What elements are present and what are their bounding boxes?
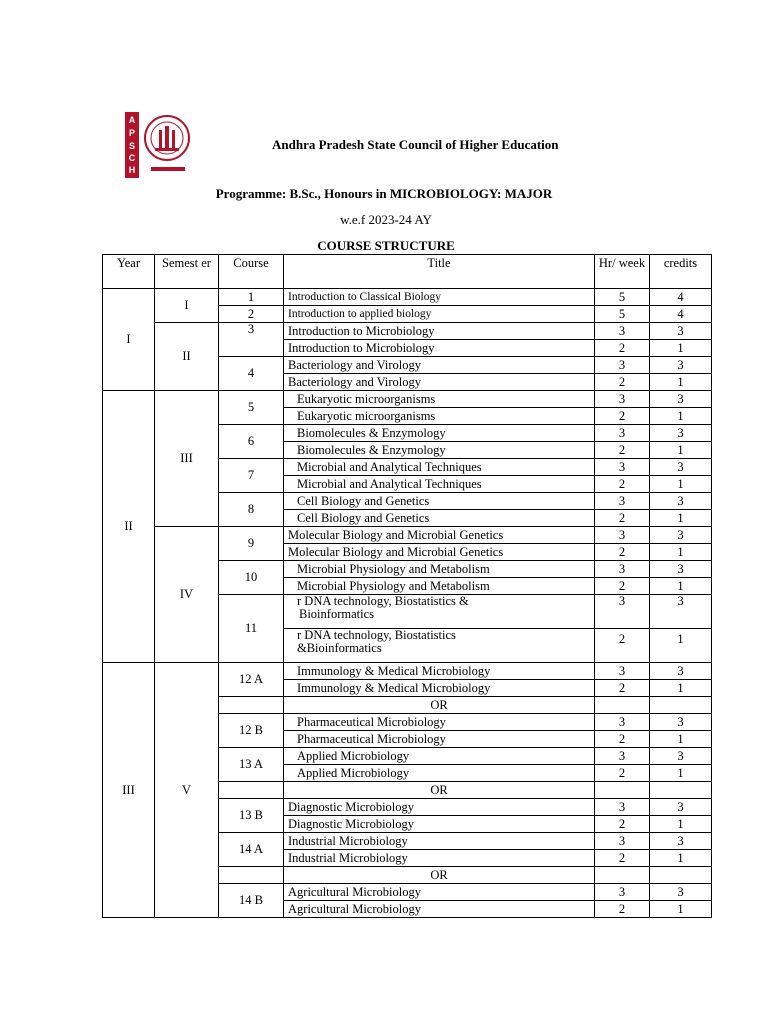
hours-cell: 2 (595, 901, 650, 918)
column-header: Course (219, 255, 284, 289)
svg-text:H: H (128, 165, 136, 175)
table-header-row (103, 255, 712, 289)
credits-cell: 3 (650, 799, 712, 816)
credits-cell: 3 (650, 595, 712, 629)
hours-cell: 2 (595, 850, 650, 867)
hours-cell: 3 (595, 357, 650, 374)
title-cell: Introduction to applied biology (284, 306, 595, 323)
credits-cell: 3 (650, 663, 712, 680)
column-header: Semest er (155, 255, 219, 289)
title-cell: Microbial Physiology and Metabolism (284, 561, 595, 578)
or-divider: OR (284, 782, 595, 799)
credits-cell: 1 (650, 476, 712, 493)
credits-cell: 1 (650, 731, 712, 748)
table-row (103, 663, 712, 680)
credits-cell: 3 (650, 357, 712, 374)
year-cell: II (103, 391, 155, 663)
course-cell: 1 (219, 289, 284, 306)
title-line: Bioinformatics (299, 607, 374, 621)
svg-text:A: A (128, 115, 136, 125)
credits-cell: 1 (650, 765, 712, 782)
table-row (103, 323, 712, 340)
credits-cell: 1 (650, 408, 712, 425)
course-cell: 12 A (219, 663, 284, 697)
title-cell: Eukaryotic microorganisms (284, 391, 595, 408)
course-structure-table (102, 254, 712, 918)
title-cell: Pharmaceutical Microbiology (284, 731, 595, 748)
title-cell: Industrial Microbiology (284, 850, 595, 867)
programme-title: Programme: B.Sc., Honours in MICROBIOLOGY: MAJOR (215, 186, 553, 201)
apsche-emblem-icon (125, 112, 195, 178)
hours-cell: 3 (595, 527, 650, 544)
hours-cell: 2 (595, 374, 650, 391)
credits-cell: 1 (650, 578, 712, 595)
table-row (103, 391, 712, 408)
credits-cell: 1 (650, 816, 712, 833)
course-cell: 2 (219, 306, 284, 323)
hours-cell: 3 (595, 595, 650, 629)
hours-cell: 5 (595, 289, 650, 306)
semester-cell: I (155, 289, 219, 323)
hours-cell: 2 (595, 578, 650, 595)
or-divider: OR (284, 697, 595, 714)
title-cell: Bacteriology and Virology (284, 374, 595, 391)
hours-cell: 2 (595, 816, 650, 833)
organization-name: Andhra Pradesh State Council of Higher Education (272, 137, 559, 152)
credits-cell: 3 (650, 561, 712, 578)
table-row (103, 527, 712, 544)
course-cell: 13 B (219, 799, 284, 833)
apsche-logo (125, 112, 195, 178)
hours-cell: 2 (595, 765, 650, 782)
title-cell (284, 629, 595, 663)
hours-cell: 3 (595, 714, 650, 731)
credits-cell: 3 (650, 391, 712, 408)
hours-cell: 2 (595, 731, 650, 748)
credits-cell: 1 (650, 442, 712, 459)
hours-cell: 2 (595, 340, 650, 357)
credits-cell: 1 (650, 850, 712, 867)
credits-cell: 1 (650, 340, 712, 357)
hours-cell: 3 (595, 459, 650, 476)
svg-text:S: S (128, 141, 136, 151)
title-line: &Bioinformatics (297, 641, 382, 655)
credits-cell: 3 (650, 493, 712, 510)
course-cell: 14 B (219, 884, 284, 918)
title-cell: Molecular Biology and Microbial Genetics (284, 527, 595, 544)
column-header: Hr/ week (595, 255, 650, 289)
hours-cell: 3 (595, 663, 650, 680)
semester-cell: II (155, 323, 219, 391)
hours-cell: 3 (595, 561, 650, 578)
hours-cell: 3 (595, 833, 650, 850)
empty-credits-cell (650, 867, 712, 884)
empty-credits-cell (650, 782, 712, 799)
hours-cell: 2 (595, 680, 650, 697)
or-divider: OR (284, 867, 595, 884)
hours-cell: 3 (595, 884, 650, 901)
credits-cell: 3 (650, 323, 712, 340)
svg-text:C: C (128, 153, 136, 163)
course-cell: 9 (219, 527, 284, 561)
empty-course-cell (219, 782, 284, 799)
title-cell: Microbial Physiology and Metabolism (284, 578, 595, 595)
semester-cell: IV (155, 527, 219, 663)
section-title: COURSE STRUCTURE (317, 238, 455, 253)
semester-cell: III (155, 391, 219, 527)
column-header: credits (650, 255, 712, 289)
credits-cell: 3 (650, 527, 712, 544)
title-cell: Agricultural Microbiology (284, 901, 595, 918)
year-cell: I (103, 289, 155, 391)
title-cell: Industrial Microbiology (284, 833, 595, 850)
title-cell: Microbial and Analytical Techniques (284, 459, 595, 476)
hours-cell: 3 (595, 391, 650, 408)
hours-cell: 2 (595, 544, 650, 561)
credits-cell: 3 (650, 833, 712, 850)
hours-cell: 3 (595, 323, 650, 340)
credits-cell: 3 (650, 459, 712, 476)
credits-cell: 1 (650, 680, 712, 697)
title-cell: Bacteriology and Virology (284, 357, 595, 374)
hours-cell: 2 (595, 442, 650, 459)
title-cell: Molecular Biology and Microbial Genetics (284, 544, 595, 561)
empty-course-cell (219, 867, 284, 884)
title-cell: Immunology & Medical Microbiology (284, 663, 595, 680)
column-header: Year (103, 255, 155, 289)
credits-cell: 3 (650, 714, 712, 731)
title-cell: Introduction to Microbiology (284, 340, 595, 357)
hours-cell: 2 (595, 476, 650, 493)
svg-text:P: P (128, 128, 136, 138)
title-cell: Cell Biology and Genetics (284, 510, 595, 527)
title-cell: Immunology & Medical Microbiology (284, 680, 595, 697)
course-cell: 10 (219, 561, 284, 595)
course-cell: 8 (219, 493, 284, 527)
hours-cell: 5 (595, 306, 650, 323)
course-cell: 5 (219, 391, 284, 425)
hours-cell: 2 (595, 629, 650, 663)
course-cell: 3 (219, 323, 284, 357)
credits-cell: 3 (650, 425, 712, 442)
empty-course-cell (219, 697, 284, 714)
credits-cell: 1 (650, 374, 712, 391)
title-cell: Pharmaceutical Microbiology (284, 714, 595, 731)
title-line: r DNA technology, Biostatistics & (297, 594, 469, 608)
title-cell: Diagnostic Microbiology (284, 816, 595, 833)
empty-credits-cell (650, 697, 712, 714)
credits-cell: 3 (650, 748, 712, 765)
title-cell: Diagnostic Microbiology (284, 799, 595, 816)
hours-cell: 2 (595, 510, 650, 527)
title-cell: Biomolecules & Enzymology (284, 425, 595, 442)
empty-hours-cell (595, 867, 650, 884)
table-row (103, 289, 712, 306)
course-cell: 7 (219, 459, 284, 493)
credits-cell: 1 (650, 544, 712, 561)
credits-cell: 3 (650, 884, 712, 901)
title-cell: Biomolecules & Enzymology (284, 442, 595, 459)
hours-cell: 3 (595, 748, 650, 765)
title-cell: Applied Microbiology (284, 765, 595, 782)
course-cell: 12 B (219, 714, 284, 748)
course-cell: 11 (219, 595, 284, 663)
course-cell: 6 (219, 425, 284, 459)
effective-year: w.e.f 2023-24 AY (340, 212, 432, 227)
hours-cell: 3 (595, 493, 650, 510)
credits-cell: 1 (650, 901, 712, 918)
semester-cell: V (155, 663, 219, 918)
course-cell: 14 A (219, 833, 284, 867)
credits-cell: 1 (650, 510, 712, 527)
hours-cell: 3 (595, 425, 650, 442)
hours-cell: 3 (595, 799, 650, 816)
empty-hours-cell (595, 782, 650, 799)
title-cell: Applied Microbiology (284, 748, 595, 765)
course-cell: 4 (219, 357, 284, 391)
title-cell (284, 595, 595, 629)
credits-cell: 4 (650, 289, 712, 306)
empty-hours-cell (595, 697, 650, 714)
title-line: r DNA technology, Biostatistics (297, 628, 456, 642)
hours-cell: 2 (595, 408, 650, 425)
year-cell: III (103, 663, 155, 918)
title-cell: Introduction to Classical Biology (284, 289, 595, 306)
credits-cell: 1 (650, 629, 712, 663)
title-cell: Cell Biology and Genetics (284, 493, 595, 510)
credits-cell: 4 (650, 306, 712, 323)
course-cell: 13 A (219, 748, 284, 782)
title-cell: Microbial and Analytical Techniques (284, 476, 595, 493)
column-header: Title (284, 255, 595, 289)
title-cell: Agricultural Microbiology (284, 884, 595, 901)
title-cell: Introduction to Microbiology (284, 323, 595, 340)
title-cell: Eukaryotic microorganisms (284, 408, 595, 425)
